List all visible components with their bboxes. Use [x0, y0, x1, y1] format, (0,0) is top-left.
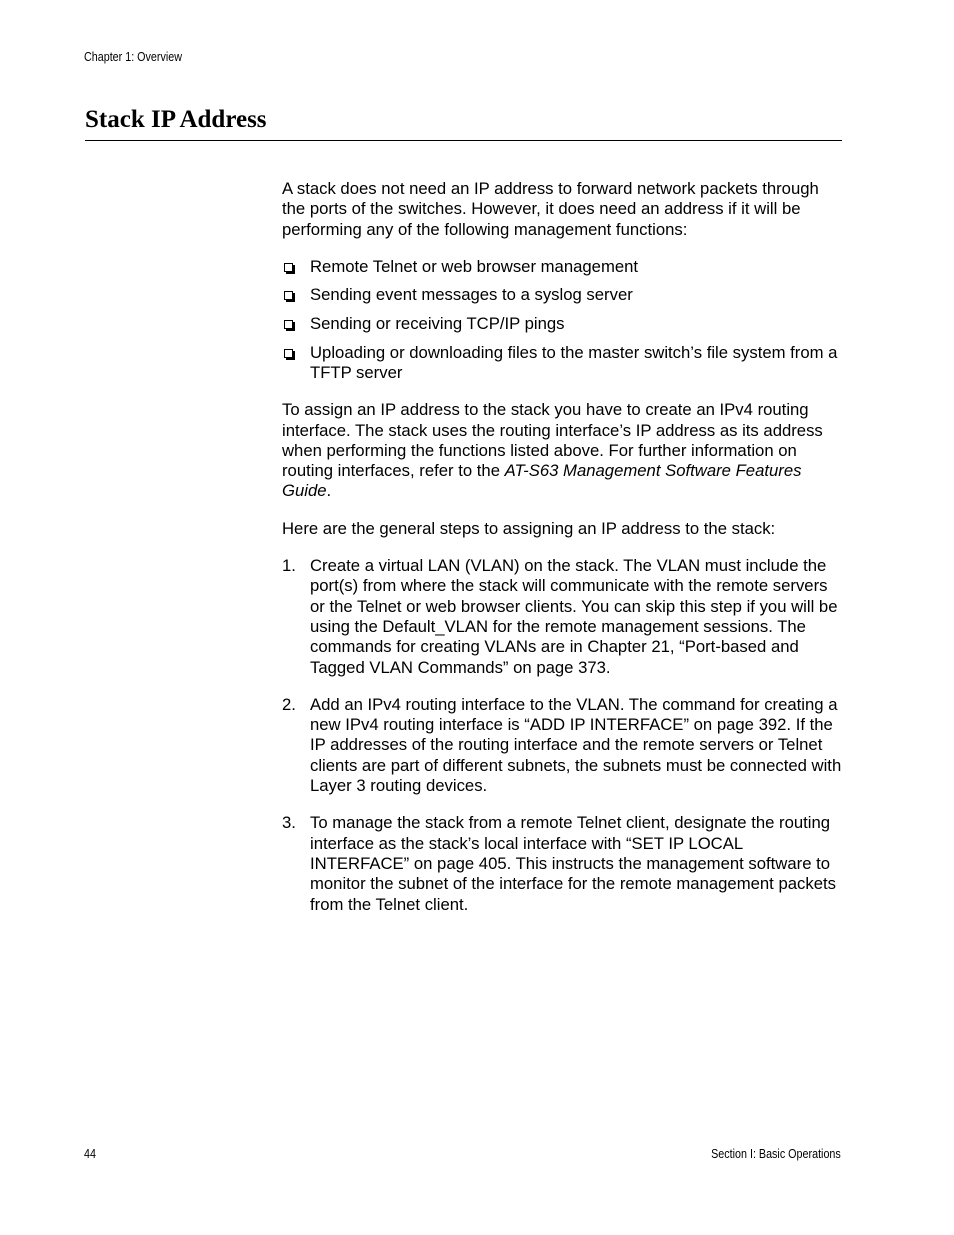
list-item: [282, 314, 842, 334]
step-number: 3.: [282, 813, 296, 833]
list-item-text: Sending or receiving TCP/IP pings: [310, 314, 565, 334]
running-header: Chapter 1: Overview: [84, 50, 182, 64]
step-text: To manage the stack from a remote Telnet client, designate the routing interface as the stack’s local interface with “SET IP LOCAL INTERFACE” on page 405. This instructs the management software to monitor the subnet of the interface for the remote management packets from the Telnet client.: [310, 813, 836, 914]
checkbox-bullet-icon: [284, 263, 293, 272]
step-item: [282, 556, 842, 678]
list-item: [282, 257, 842, 277]
title-rule: [85, 140, 842, 141]
management-functions-list: [282, 257, 842, 383]
assign-paragraph: [282, 400, 842, 501]
body-text: [282, 179, 842, 932]
list-item: [282, 343, 842, 384]
steps-list: [282, 556, 842, 915]
list-item-text: Remote Telnet or web browser management: [310, 256, 639, 276]
intro-paragraph: A stack does not need an IP address to forward network packets through the ports of the switches. However, it does need an address if it will be performing any of the following management functions:: [282, 179, 819, 239]
step-text: Create a virtual LAN (VLAN) on the stack. The VLAN must include the port(s) from where the stack will communicate with the remote servers or the Telnet or web browser clients. You can skip this step if you will be using the Default_VLAN for the remote management sessions. The commands for creating VLANs are in Chapter 21, “Port-based and Tagged VLAN Commands” on page 373.: [310, 556, 838, 677]
checkbox-bullet-icon: [284, 291, 293, 300]
step-item: [282, 813, 842, 914]
list-item-text: Uploading or downloading files to the master switch’s file system from a TFTP server: [310, 342, 838, 382]
page-title: Stack IP Address: [85, 106, 267, 133]
step-text: Add an IPv4 routing interface to the VLAN. The command for creating a new IPv4 routing interface is “ADD IP INTERFACE” on page 392. If the IP addresses of the routing interface and the remote servers or Telnet clients are part of different subnets, the subnets must be connected with Layer 3 routing devices.: [310, 694, 842, 796]
reference-guide-title: AT-S63 Management Software Features Guide: [282, 461, 802, 501]
assign-paragraph-end: .: [326, 481, 332, 501]
list-item: [282, 285, 842, 305]
step-number: 2.: [282, 694, 296, 714]
step-item: [282, 695, 842, 796]
checkbox-bullet-icon: [284, 349, 293, 358]
page-number: 44: [84, 1147, 96, 1161]
assign-paragraph-text: To assign an IP address to the stack you have to create an IPv4 routing interface. The stack uses the routing interface’s IP address as its address when performing the functions listed above. For further information on routing interfaces, refer to the: [282, 400, 823, 481]
steps-intro: Here are the general steps to assigning an IP address to the stack:: [282, 518, 776, 538]
checkbox-bullet-icon: [284, 320, 293, 329]
list-item-text: Sending event messages to a syslog server: [310, 285, 633, 305]
step-number: 1.: [282, 556, 296, 576]
footer-section-title: Section I: Basic Operations: [711, 1147, 841, 1161]
